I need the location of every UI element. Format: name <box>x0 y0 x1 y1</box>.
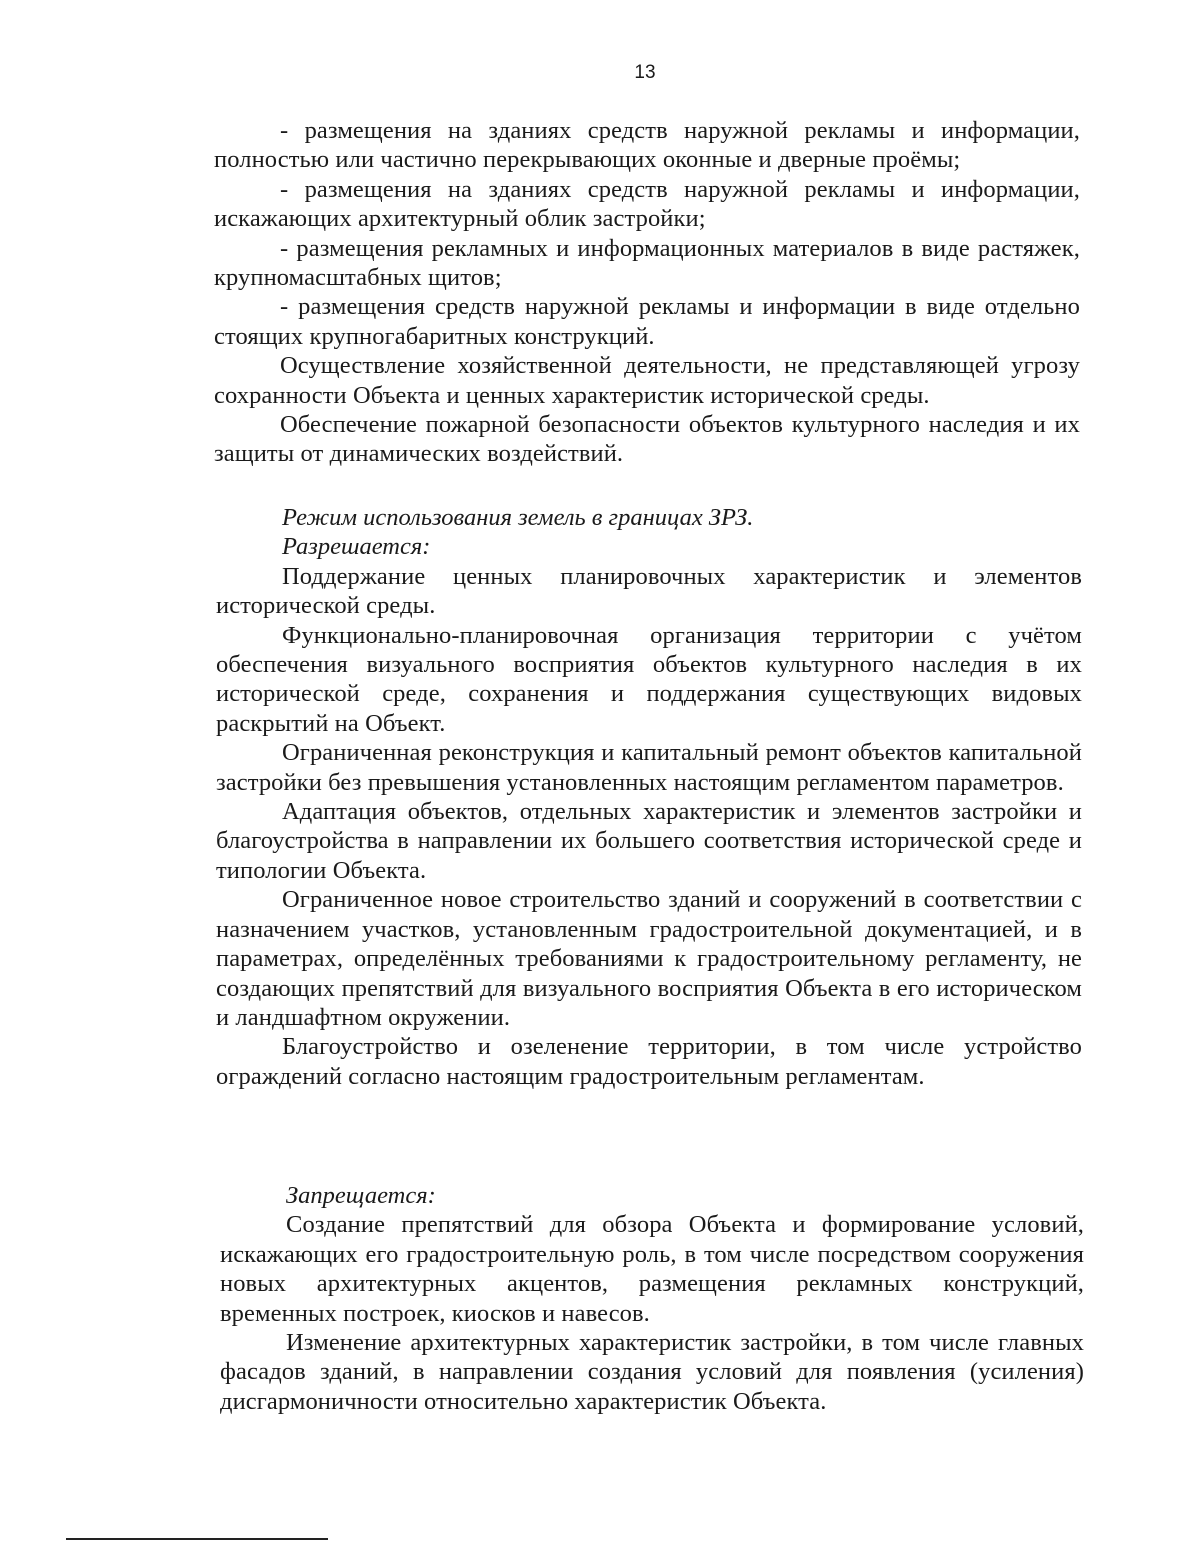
paragraph: Осуществление хозяйственной деятельности, не представляющей угрозу сохранности Объекта и ценных характеристик исторической среды. <box>214 352 1080 409</box>
paragraph: - размещения на зданиях средств наружной рекламы и информации, полностью или частично перекрывающих оконные и дверные проёмы; <box>214 117 1080 174</box>
paragraph: Благоустройство и озеленение территории, в том числе устройство ограждений согласно настоящим градостроительным регламентам. <box>216 1033 1082 1090</box>
paragraph: - размещения на зданиях средств наружной рекламы и информации, искажающих архитектурный облик застройки; <box>214 175 1080 233</box>
paragraph: - размещения средств наружной рекламы и информации в виде отдельно стоящих крупногабаритных конструкций. <box>214 293 1080 350</box>
paragraph: Изменение архитектурных характеристик застройки, в том числе главных фасадов зданий, в направлении создания условий для появления (усиления) дисгармоничности относительно характеристик Объекта. <box>220 1329 1084 1415</box>
paragraph: - размещения рекламных и информационных материалов в виде растяжек, крупномасштабных щитов; <box>214 234 1080 292</box>
paragraph: Создание препятствий для обзора Объекта и формирование условий, искажающих его градостроительную роль, в том числе посредством сооружения новых архитектурных акцентов, размещения рекламных конструкций, временных построек, киосков и навесов. <box>220 1211 1084 1327</box>
land-use-regime-section <box>216 503 1082 1091</box>
page-number: 13 <box>634 62 656 83</box>
section-heading: Режим использования земель в границах ЗРЗ. <box>282 504 754 531</box>
prohibited-subheading: Запрещается: <box>286 1182 436 1209</box>
paragraph: Адаптация объектов, отдельных характеристик и элементов застройки и благоустройства в направлении их большего соответствия исторической среде и типологии Объекта. <box>216 798 1082 884</box>
paragraph: Ограниченная реконструкция и капитальный ремонт объектов капитальной застройки без превышения установленных настоящим регламентом параметров. <box>216 739 1082 796</box>
paragraph: Поддержание ценных планировочных характеристик и элементов исторической среды. <box>216 562 1082 620</box>
allowed-subheading: Разрешается: <box>282 533 431 561</box>
footnote-separator-line <box>66 1538 328 1540</box>
restrictions-list-section <box>214 116 1080 469</box>
paragraph: Обеспечение пожарной безопасности объектов культурного наследия и их защиты от динамических воздействий. <box>214 411 1080 468</box>
paragraph: Ограниченное новое строительство зданий и сооружений в соответствии с назначением участков, установленным градостроительной документацией, и в параметрах, определённых требованиями к градостроительному регламенту, не создающих препятствий для визуального восприятия Объекта в его историческом и ландшафтном окружении. <box>216 886 1082 1031</box>
prohibited-section <box>220 1181 1084 1416</box>
paragraph: Функционально-планировочная организация территории с учётом обеспечения визуального восприятия объектов культурного наследия в их исторической среде, сохранения и поддержания существующих видовых раскрытий на Объект. <box>216 621 1082 737</box>
